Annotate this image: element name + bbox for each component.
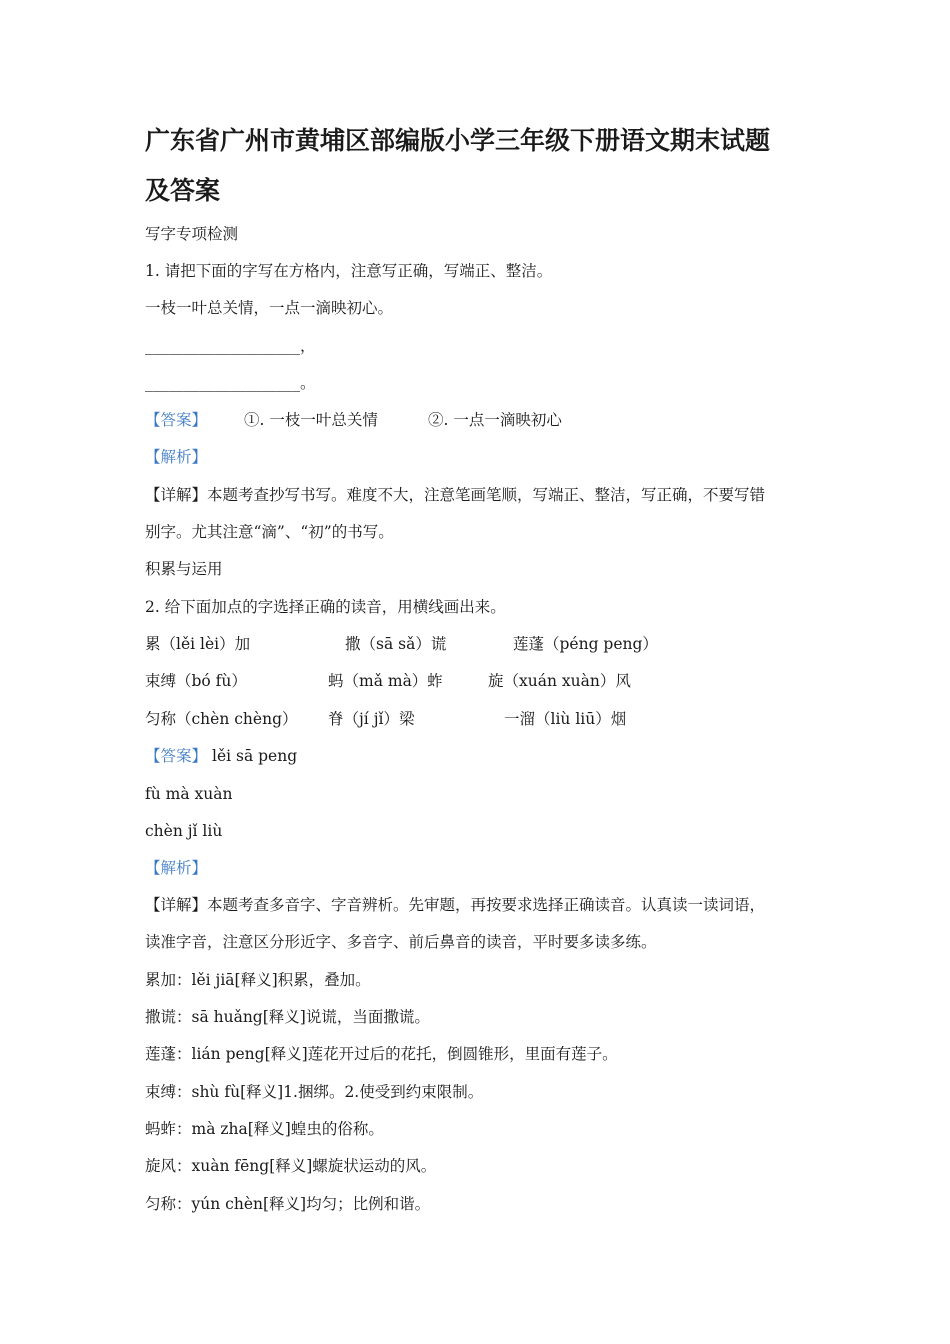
explanation-item: 莲蓬：lián peng[释义]莲花开过后的花托，倒圆锥形，里面有莲子。 <box>145 1045 618 1063</box>
explanation-item: 束缚：shù fù[释义]1.捆绑。2.使受到约束限制。 <box>145 1083 484 1101</box>
question-2-prompt: 2. 给下面加点的字选择正确的读音，用横线画出来。 <box>145 598 506 616</box>
answer-2-line-3: chèn jǐ liù <box>145 822 223 840</box>
detail-2-line-1: 【详解】本题考查多音字、字音辨析。先审题，再按要求选择正确读音。认真读一读词语， <box>145 896 766 914</box>
pinyin-item: 一溜（liù liū）烟 <box>504 710 627 728</box>
section-heading-accumulation: 积累与运用 <box>145 560 223 578</box>
answer-2-line-1: lěi sā peng <box>212 747 298 765</box>
explanation-item: 撒谎：sā huǎng[释义]说谎，当面撒谎。 <box>145 1008 430 1026</box>
answer-blank-1: ____________________， <box>145 337 316 355</box>
pinyin-item: 匀称（chèn chèng） <box>145 710 298 728</box>
explanation-item: 蚂蚱：mà zha[释义]蝗虫的俗称。 <box>145 1120 384 1138</box>
pinyin-item: 脊（jí jǐ）梁 <box>328 710 415 728</box>
detail-1-line-2: 别字。尤其注意“滴”、“初”的书写。 <box>145 523 394 541</box>
pinyin-item: 莲蓬（péng peng） <box>513 635 658 653</box>
answer-2-line-2: fù mà xuàn <box>145 785 233 803</box>
pinyin-item: 旋（xuán xuàn）风 <box>488 672 631 690</box>
analysis-tag-2: 【解析】 <box>145 859 208 877</box>
pinyin-item: 累（lěi lèi）加 <box>145 635 251 653</box>
detail-2-line-2: 读准字音，注意区分形近字、多音字、前后鼻音的读音，平时要多读多练。 <box>145 933 657 951</box>
pinyin-item: 撒（sā sǎ）谎 <box>345 635 447 653</box>
detail-1-line-1: 【详解】本题考查抄写书写。难度不大，注意笔画笔顺，写端正、整洁，写正确，不要写错 <box>145 486 766 504</box>
answer-tag-1: 【答案】 <box>145 411 208 429</box>
document-title-line-2: 及答案 <box>145 176 221 205</box>
pinyin-item: 蚂（mǎ mà）蚱 <box>328 672 443 690</box>
explanation-item: 匀称：yún chèn[释义]均匀；比例和谐。 <box>145 1195 431 1213</box>
answer-tag-2: 【答案】 <box>145 747 208 765</box>
answer-1a: ①. 一枝一叶总关情 <box>244 411 378 429</box>
question-1-text: 一枝一叶总关情，一点一滴映初心。 <box>145 299 394 317</box>
explanation-item: 旋风：xuàn fēng[释义]螺旋状运动的风。 <box>145 1157 437 1175</box>
section-heading-writing: 写字专项检测 <box>145 225 239 243</box>
question-1-prompt: 1. 请把下面的字写在方格内，注意写正确，写端正、整洁。 <box>145 262 553 280</box>
analysis-tag-1: 【解析】 <box>145 448 208 466</box>
answer-blank-2: ____________________。 <box>145 374 316 392</box>
answer-1b: ②. 一点一滴映初心 <box>428 411 562 429</box>
document-title-line-1: 广东省广州市黄埔区部编版小学三年级下册语文期末试题 <box>145 126 771 155</box>
explanation-item: 累加：lěi jiā[释义]积累，叠加。 <box>145 971 371 989</box>
pinyin-item: 束缚（bó fù） <box>145 672 247 690</box>
